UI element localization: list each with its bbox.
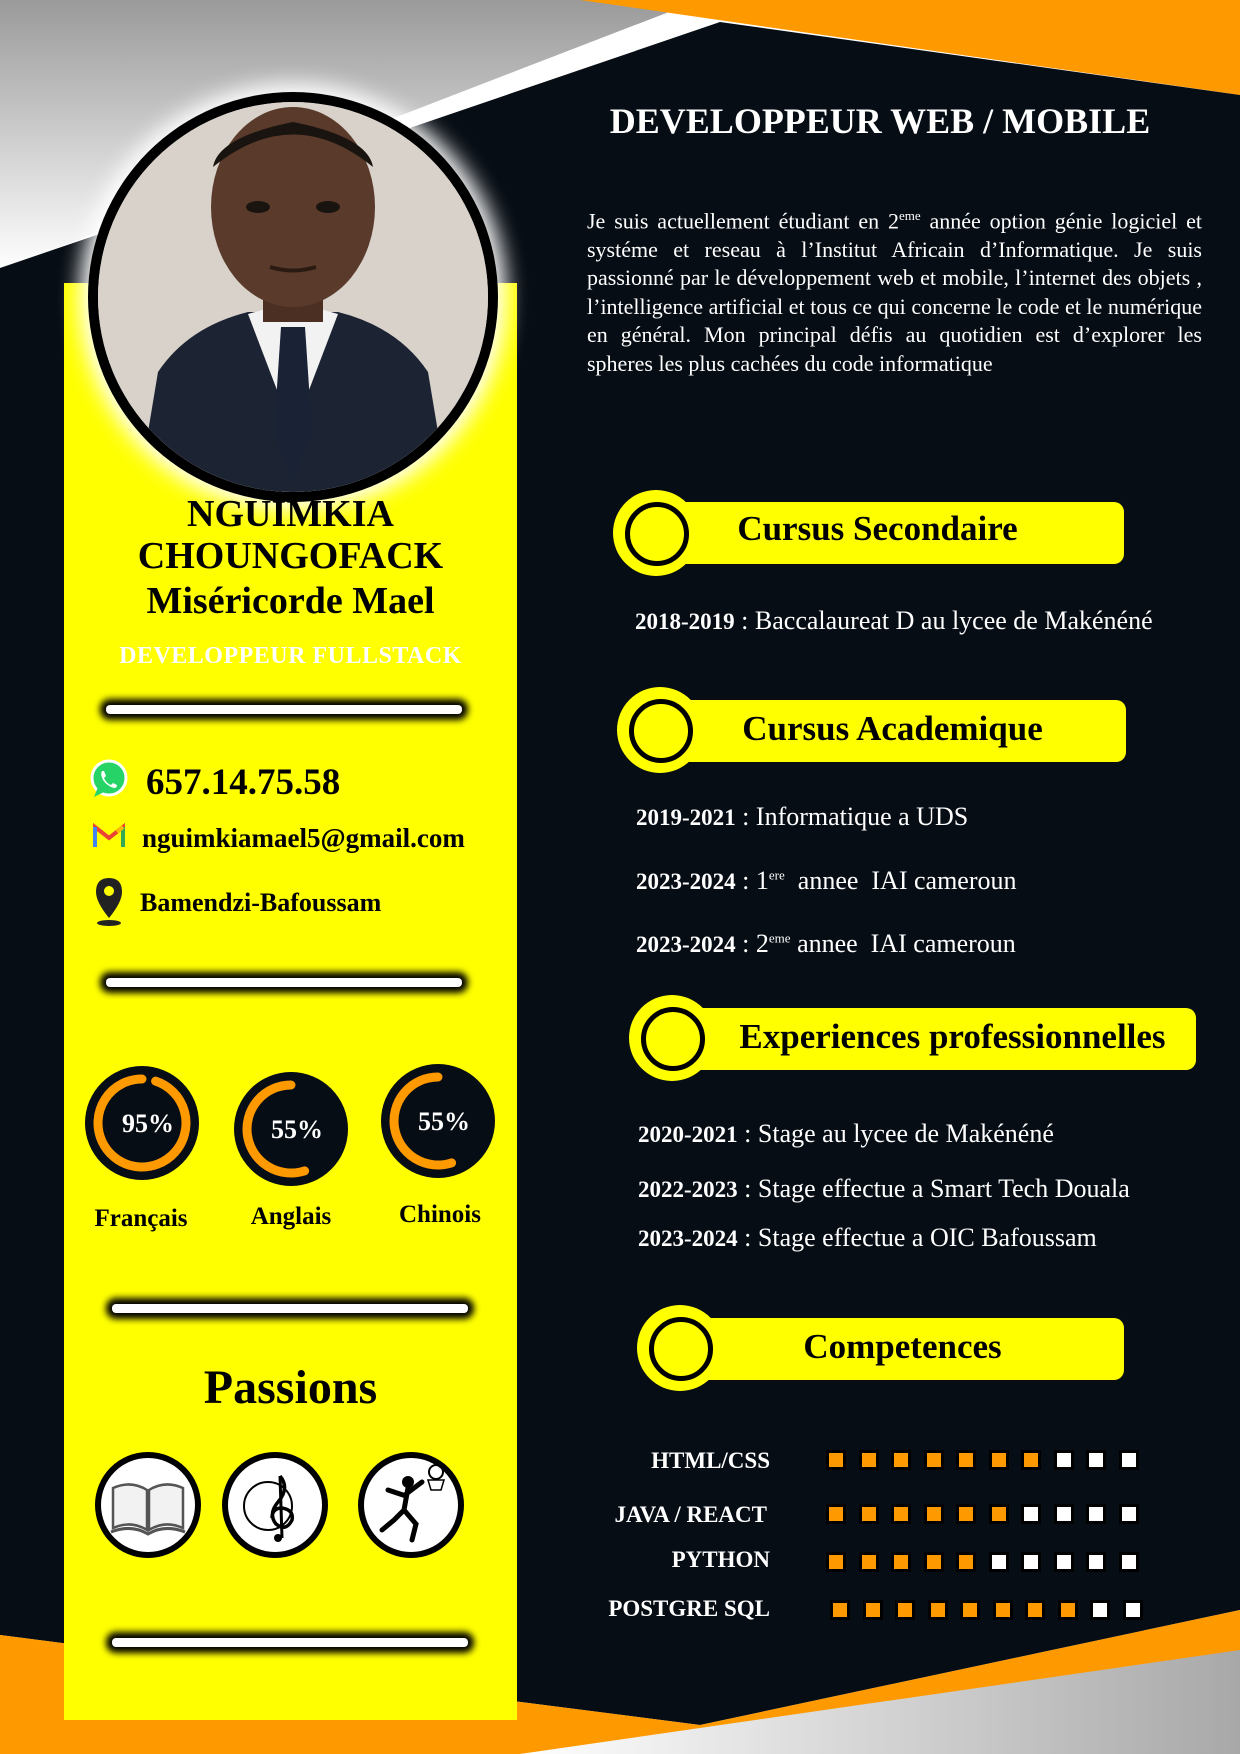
section-header-circle [629,995,715,1081]
passion-reading [95,1452,201,1558]
skill-square-empty [1021,1504,1041,1524]
section-header-circle [617,687,703,773]
skill-square-empty [1090,1600,1110,1620]
entry-experience: 2020-2021 : Stage au lycee de Makénéné [638,1119,1054,1148]
skill-name: HTML/CSS [651,1448,770,1473]
language-gauge [234,1072,348,1186]
entry-year: 2023-2024 [636,869,736,894]
skill-square-filled [859,1504,879,1524]
skill-name: POSTGRE SQL [608,1596,770,1621]
gauge-percent: 55% [418,1107,470,1136]
entry-year: 2023-2024 [636,932,736,957]
skill-square-empty [1054,1552,1074,1572]
entry-academique: 2019-2021 : Informatique a UDS [636,802,969,831]
skill-square-filled [989,1504,1009,1524]
skill-name: PYTHON [671,1547,770,1572]
skill-square-filled [956,1504,976,1524]
location: Bamendzi-Bafoussam [140,888,382,917]
entry-year: 2022-2023 [638,1177,738,1202]
intro-paragraph [587,202,1202,378]
skill-square-filled [928,1600,948,1620]
entry-text: Stage au lycee de Makénéné [757,1119,1054,1148]
skill-square-filled [830,1600,850,1620]
phone-number[interactable]: 657.14.75.58 [146,762,341,803]
entry-num: 2 [755,929,769,958]
skill-name: JAVA / REACT [614,1502,767,1527]
skill-square-filled [989,1450,1009,1470]
entry-text: Informatique a UDS [755,802,969,831]
divider [106,705,462,714]
book-icon [101,1458,195,1552]
skill-square-filled [1025,1600,1045,1620]
skill-square-filled [891,1552,911,1572]
passion-music [222,1452,328,1558]
skill-square-filled [956,1552,976,1572]
entry-sup: eme [768,930,791,946]
skill-square-filled [891,1450,911,1470]
language-gauge [381,1064,495,1178]
profile-photo-frame [88,92,498,502]
skill-square-empty [989,1552,1009,1572]
entry-secondaire: 2018-2019 : Baccalaureat D au lycee de Makénéné [635,606,1153,635]
language-label: Chinois [399,1201,481,1228]
passion-basketball [358,1452,464,1558]
main-title: DEVELOPPEUR WEB / MOBILE [609,101,1151,141]
skill-square-filled [826,1504,846,1524]
skill-square-empty [1123,1600,1143,1620]
name-line-2: CHOUNGOFACK [137,535,444,577]
skill-square-filled [826,1450,846,1470]
skill-square-filled [895,1600,915,1620]
skill-square-empty [1054,1504,1074,1524]
skill-square-filled [993,1600,1013,1620]
skill-square-filled [891,1504,911,1524]
entry-text: Baccalaureat D au lycee de Makénéné [754,606,1153,635]
entry-year: 2018-2019 [635,609,735,634]
language-gauge [85,1066,199,1180]
skill-square-empty [1054,1450,1074,1470]
skill-square-empty [1086,1552,1106,1572]
skill-square-empty [1119,1552,1139,1572]
person-silhouette [98,102,488,492]
email-address[interactable]: nguimkiamael5@gmail.com [142,823,465,853]
entry-year: 2023-2024 [638,1226,738,1251]
divider [112,1638,468,1647]
entry-num: 1 [755,866,769,895]
skill-square-filled [924,1504,944,1524]
skill-square-filled [924,1450,944,1470]
job-title: DEVELOPPEUR FULLSTACK [119,643,462,669]
divider [106,978,462,987]
profile-photo [98,102,488,492]
skill-level [826,1552,1156,1572]
skill-square-filled [960,1600,980,1620]
skill-square-empty [1119,1504,1139,1524]
section-title-experiences: Experiences professionnelles [739,1017,1166,1056]
entry-year: 2020-2021 [638,1122,738,1147]
section-title-secondaire: Cursus Secondaire [737,509,1018,548]
divider [112,1304,468,1313]
passions-title: Passions [203,1361,378,1414]
skill-square-filled [924,1552,944,1572]
entry-academique: 2023-2024 : 2eme annee IAI cameroun [636,929,1016,958]
skill-square-filled [859,1450,879,1470]
skill-square-empty [1086,1450,1106,1470]
entry-academique: 2023-2024 : 1ere annee IAI cameroun [636,866,1017,895]
entry-experience: 2023-2024 : Stage effectue a OIC Bafoussam [638,1223,1097,1252]
intro-text: année option génie logiciel et systéme et reseau à l’Institut Africain d’Informatique. Je suis passionné par le développement web et mobile, l’internet des objets , l’intelligence artificial et tous ce qui concerne le code et le numérique en général. Mon principal défis au quotidien est d’explorer les spheres les plus cachées du code informatique [587,208,1202,376]
section-title-academique: Cursus Academique [742,709,1043,748]
entry-experience: 2022-2023 : Stage effectue a Smart Tech Douala [638,1174,1130,1203]
entry-sup: ere [768,867,785,883]
name-line-3: Miséricorde Mael [146,580,435,622]
skill-square-filled [859,1552,879,1572]
entry-text: annee IAI cameroun [790,929,1016,958]
skill-level [830,1600,1160,1620]
gauge-percent: 95% [122,1109,174,1138]
skill-square-empty [1086,1504,1106,1524]
name-line-1: NGUIMKIA [187,493,394,535]
skill-square-filled [826,1552,846,1572]
skill-level [826,1504,1156,1524]
intro-sup: eme [898,208,921,223]
whatsapp-icon [88,758,130,800]
entry-year: 2019-2021 [636,805,736,830]
section-header-circle [613,490,699,576]
skill-square-filled [1058,1600,1078,1620]
basketball-icon [364,1458,458,1552]
skill-square-filled [956,1450,976,1470]
skill-square-filled [1021,1450,1041,1470]
section-title-competences: Competences [803,1327,1002,1366]
language-label: Anglais [250,1203,332,1230]
section-header-circle [637,1305,723,1391]
entry-text: Stage effectue a OIC Bafoussam [757,1223,1097,1252]
skill-square-empty [1021,1552,1041,1572]
gauge-percent: 55% [271,1115,323,1144]
skill-square-filled [863,1600,883,1620]
gmail-icon [93,823,125,849]
intro-text: Je suis actuellement étudiant en 2 [587,208,899,234]
language-gauges [64,1045,517,1195]
entry-text: annee IAI cameroun [784,866,1017,895]
skill-square-empty [1119,1450,1139,1470]
skill-level [826,1450,1156,1470]
entry-text: Stage effectue a Smart Tech Douala [757,1174,1130,1203]
music-icon [228,1458,322,1552]
location-pin-icon [94,876,124,928]
language-label: Français [94,1205,188,1232]
